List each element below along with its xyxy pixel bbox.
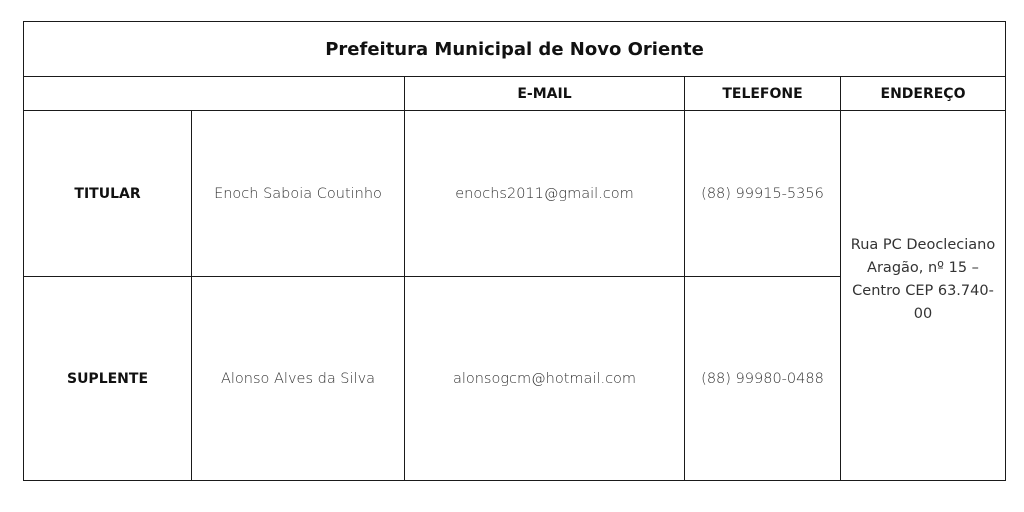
table-title: Prefeitura Municipal de Novo Oriente bbox=[24, 22, 1006, 77]
address-cell: Rua PC Deocleciano Aragão, nº 15 – Centro CEP 63.740-00 bbox=[841, 111, 1006, 481]
email-titular: enochs2011@gmail.com bbox=[405, 111, 685, 277]
name-titular: Enoch Saboia Coutinho bbox=[192, 111, 405, 277]
role-titular: TITULAR bbox=[24, 111, 192, 277]
contact-table-container bbox=[23, 21, 1006, 481]
role-suplente: SUPLENTE bbox=[24, 277, 192, 481]
header-blank bbox=[24, 77, 405, 111]
phone-suplente: (88) 99980-0488 bbox=[685, 277, 841, 481]
header-phone: TELEFONE bbox=[685, 77, 841, 111]
phone-titular: (88) 99915-5356 bbox=[685, 111, 841, 277]
header-address: ENDEREÇO bbox=[841, 77, 1006, 111]
header-email: E-MAIL bbox=[405, 77, 685, 111]
name-suplente: Alonso Alves da Silva bbox=[192, 277, 405, 481]
contact-table bbox=[23, 21, 1006, 481]
table-row bbox=[24, 111, 1006, 277]
email-suplente: alonsogcm@hotmail.com bbox=[405, 277, 685, 481]
